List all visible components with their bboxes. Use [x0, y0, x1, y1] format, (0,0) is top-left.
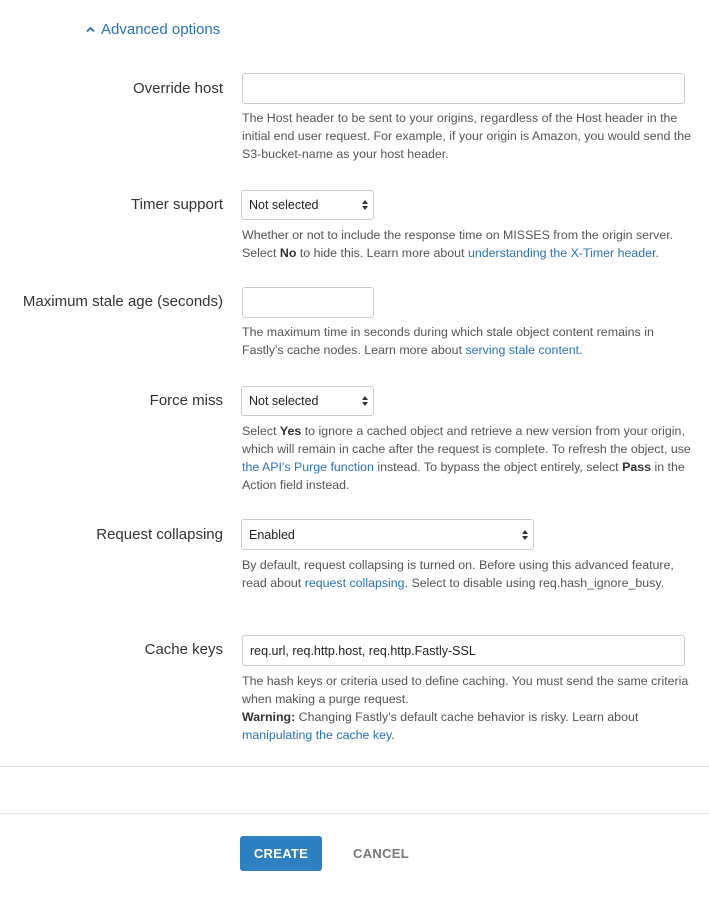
force-miss-value: Not selected: [249, 394, 319, 408]
timer-support-value: Not selected: [249, 198, 319, 212]
help-link[interactable]: understanding the X-Timer header: [467, 246, 656, 260]
help-text: .: [579, 343, 583, 357]
advanced-options-label: Advanced options: [101, 21, 221, 38]
select-arrows-icon: [362, 200, 368, 210]
select-arrows-icon: [522, 530, 528, 540]
help-text: The hash keys or criteria used to define caching. You must send the same criteria when making a purge request.: [242, 674, 689, 706]
help-emphasis: Warning:: [242, 710, 296, 724]
request-collapsing-label: Request collapsing: [96, 526, 223, 543]
override-host-help: [242, 109, 694, 163]
help-emphasis: No: [279, 246, 297, 260]
cache-keys-label: Cache keys: [144, 641, 223, 658]
cache-keys-input[interactable]: [242, 635, 685, 666]
help-text: The Host header to be sent to your origins, regardless of the Host header in the initial end user request. For example, if your origin is Amazon, you would send the S3-bucket-name as your host header.: [242, 111, 692, 161]
help-text: to ignore a cached object and retrieve a new version from your origin, which will remain in cache after the request is complete. To refresh the object, use: [242, 424, 691, 456]
override-host-label: Override host: [132, 80, 223, 97]
chevron-up-icon: [86, 26, 101, 33]
help-text: . Select to disable using req.hash_ignore_busy.: [404, 576, 665, 590]
max-stale-age-help: [242, 323, 694, 359]
section-divider: [0, 766, 709, 767]
help-link[interactable]: request collapsing: [304, 576, 405, 590]
advanced-options-toggle[interactable]: [86, 21, 220, 38]
force-miss-select[interactable]: [241, 386, 374, 416]
help-text: Select: [242, 424, 280, 438]
help-text: to hide this. Learn more about: [296, 246, 468, 260]
timer-support-help: [242, 226, 694, 262]
force-miss-help: [242, 422, 694, 494]
help-text: Changing Fastly's default cache behavior is risky. Learn about: [295, 710, 639, 724]
help-text: instead. To bypass the object entirely, select: [373, 460, 623, 474]
footer-divider: [0, 813, 709, 814]
help-emphasis: Yes: [279, 424, 302, 438]
timer-support-label: Timer support: [131, 196, 223, 213]
override-host-input[interactable]: [242, 73, 685, 104]
max-stale-age-input[interactable]: [242, 287, 374, 318]
help-link[interactable]: the API's Purge function: [242, 460, 374, 474]
help-emphasis: Pass: [622, 460, 652, 474]
help-text: in the Action field instead.: [242, 460, 685, 492]
request-collapsing-select[interactable]: [241, 519, 534, 550]
cache-keys-help: [242, 672, 694, 744]
help-link[interactable]: serving stale content: [465, 343, 580, 357]
force-miss-label: Force miss: [149, 392, 223, 409]
cancel-button[interactable]: CANCEL: [353, 846, 409, 861]
request-collapsing-help: [242, 556, 694, 592]
help-text: Whether or not to include the response time on MISSES from the origin server. Select: [242, 228, 674, 260]
request-collapsing-value: Enabled: [249, 527, 295, 542]
help-text: By default, request collapsing is turned on. Before using this advanced feature, read about: [242, 558, 674, 590]
timer-support-select[interactable]: [241, 190, 374, 220]
select-arrows-icon: [362, 396, 368, 406]
create-button[interactable]: CREATE: [240, 836, 322, 871]
help-text: The maximum time in seconds during which stale object content remains in Fastly's cache nodes. Learn more about: [242, 325, 654, 357]
help-text: .: [391, 728, 395, 742]
help-link[interactable]: manipulating the cache key: [242, 728, 392, 742]
help-text: .: [655, 246, 659, 260]
max-stale-age-label: Maximum stale age (seconds): [22, 293, 223, 310]
